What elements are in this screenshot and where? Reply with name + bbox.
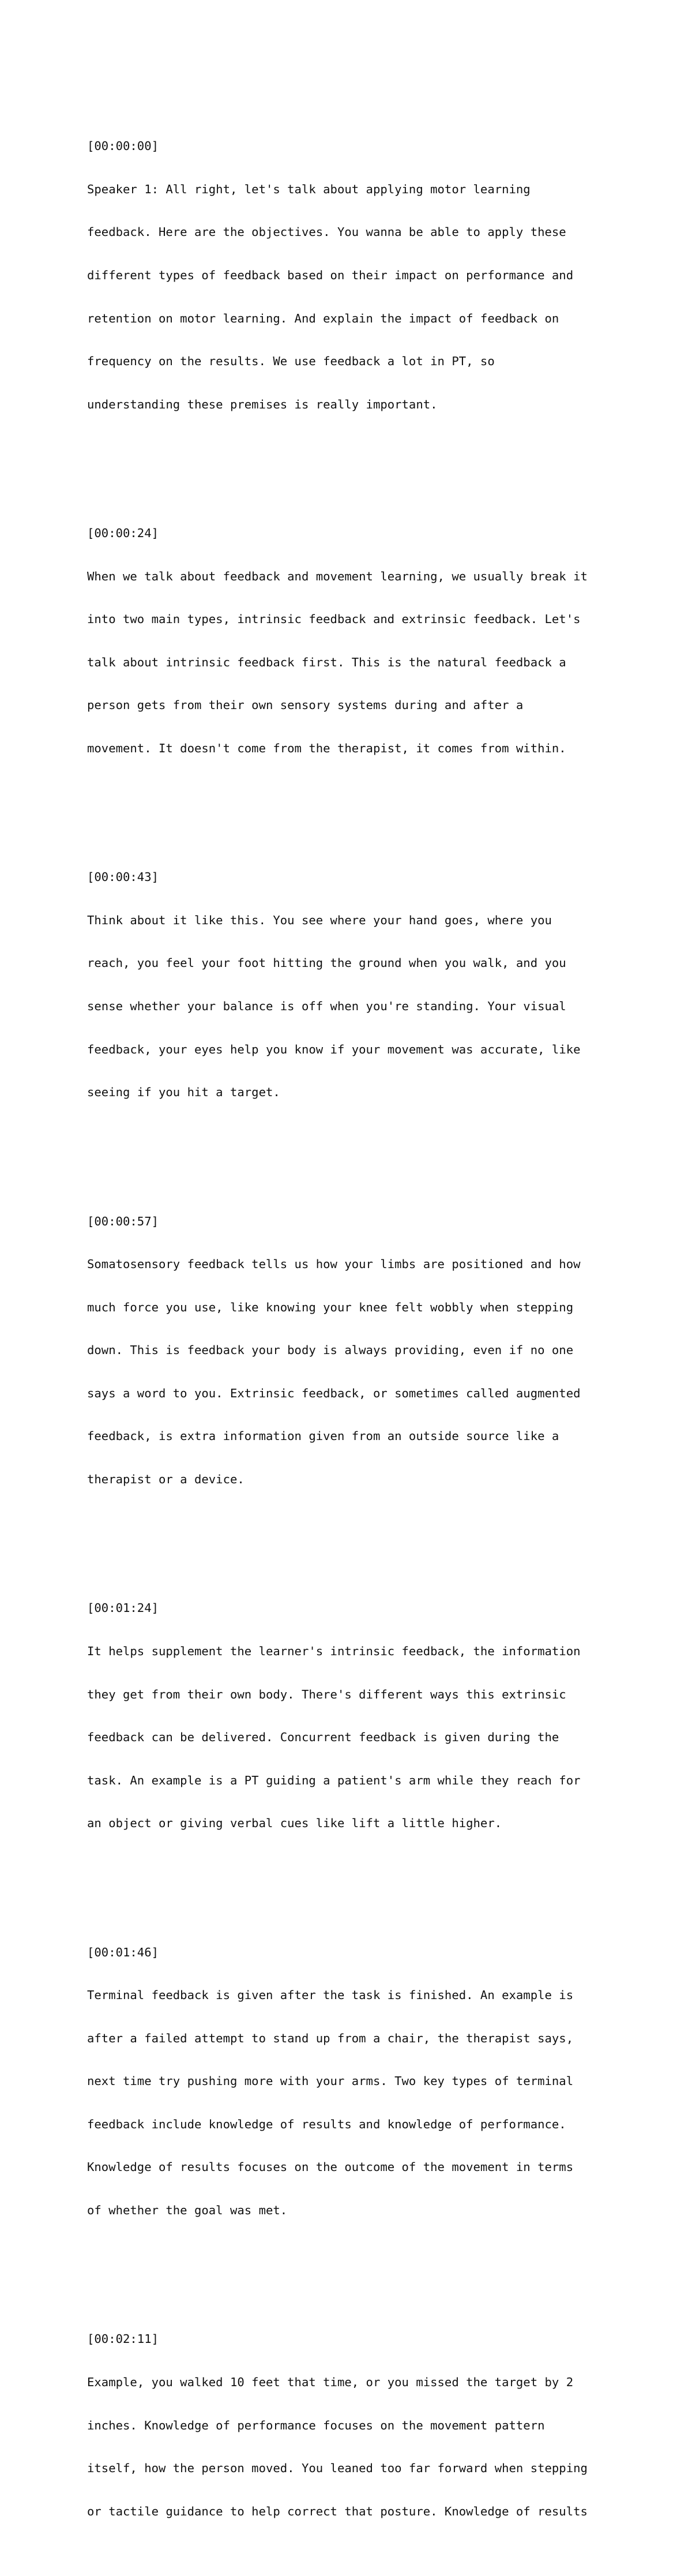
transcript-line: of whether the goal was met.: [87, 2203, 288, 2217]
transcript-line: Knowledge of results focuses on the outcome of the movement in terms: [87, 2160, 574, 2174]
transcript-line: different types of feedback based on their impact on performance and: [87, 268, 574, 282]
transcript-line: retention on motor learning. And explain the impact of feedback on: [87, 311, 559, 325]
transcript-line: into two main types, intrinsic feedback and extrinsic feedback. Let's: [87, 612, 581, 627]
transcript-line: sense whether your balance is off when you're standing. Your visual: [87, 999, 566, 1013]
transcript-block-0: [87, 111, 664, 440]
transcript-line: or tactile guidance to help correct that posture. Knowledge of results: [87, 2504, 588, 2518]
transcript-line: feedback, is extra information given from an outside source like a: [87, 1429, 559, 1443]
transcript-block-4: [87, 1573, 664, 1859]
transcript-page: [87, 82, 664, 2576]
timestamp: [00:00:57]: [87, 1214, 159, 1228]
transcript-line: feedback. Here are the objectives. You wanna be able to apply these: [87, 225, 566, 239]
transcript-line: frequency on the results. We use feedback a lot in PT, so: [87, 354, 495, 369]
transcript-line: It helps supplement the learner's intrinsic feedback, the information: [87, 1644, 581, 1658]
transcript-line: an object or giving verbal cues like lift a little higher.: [87, 1816, 502, 1831]
transcript-line: reach, you feel your foot hitting the ground when you walk, and you: [87, 956, 566, 970]
transcript-block-6: [87, 2304, 664, 2547]
transcript-line: feedback include knowledge of results and knowledge of performance.: [87, 2117, 566, 2131]
transcript-line: feedback can be delivered. Concurrent feedback is given during the: [87, 1730, 559, 1745]
transcript-line: next time try pushing more with your arms. Two key types of terminal: [87, 2074, 574, 2088]
transcript-block-5: [87, 1917, 664, 2246]
transcript-line: itself, how the person moved. You leaned too far forward when stepping: [87, 2461, 588, 2476]
transcript-line: after a failed attempt to stand up from a chair, the therapist says,: [87, 2031, 574, 2045]
transcript-line: says a word to you. Extrinsic feedback, or sometimes called augmented: [87, 1386, 581, 1400]
timestamp: [00:01:46]: [87, 1945, 159, 1959]
transcript-line: Think about it like this. You see where your hand goes, where you: [87, 913, 552, 927]
transcript-line: movement. It doesn't come from the therapist, it comes from within.: [87, 741, 566, 755]
transcript-block-2: [87, 842, 664, 1128]
transcript-block-1: [87, 497, 664, 784]
transcript-line: Somatosensory feedback tells us how your limbs are positioned and how: [87, 1257, 581, 1272]
timestamp: [00:00:24]: [87, 526, 159, 541]
transcript-line: much force you use, like knowing your knee felt wobbly when stepping: [87, 1300, 574, 1314]
transcript-line: Example, you walked 10 feet that time, or you missed the target by 2: [87, 2375, 574, 2389]
transcript-line: inches. Knowledge of performance focuses on the movement pattern: [87, 2418, 545, 2432]
transcript-line: task. An example is a PT guiding a patient's arm while they reach for: [87, 1773, 581, 1787]
transcript-line: Speaker 1: All right, let's talk about applying motor learning: [87, 182, 531, 196]
transcript-line: seeing if you hit a target.: [87, 1085, 280, 1100]
transcript-line: When we talk about feedback and movement learning, we usually break it: [87, 569, 588, 583]
transcript-line: down. This is feedback your body is always providing, even if no one: [87, 1343, 574, 1358]
transcript-line: talk about intrinsic feedback first. This is the natural feedback a: [87, 655, 566, 669]
transcript-line: understanding these premises is really important.: [87, 397, 438, 411]
timestamp: [00:00:43]: [87, 870, 159, 884]
transcript-line: therapist or a device.: [87, 1472, 245, 1486]
timestamp: [00:00:00]: [87, 139, 159, 153]
transcript-line: they get from their own body. There's different ways this extrinsic: [87, 1687, 566, 1701]
transcript-block-3: [87, 1186, 664, 1515]
transcript-line: person gets from their own sensory systems during and after a: [87, 698, 524, 713]
transcript-line: Terminal feedback is given after the task is finished. An example is: [87, 1988, 574, 2003]
timestamp: [00:01:24]: [87, 1601, 159, 1615]
transcript-line: feedback, your eyes help you know if your movement was accurate, like: [87, 1042, 581, 1056]
timestamp: [00:02:11]: [87, 2332, 159, 2346]
